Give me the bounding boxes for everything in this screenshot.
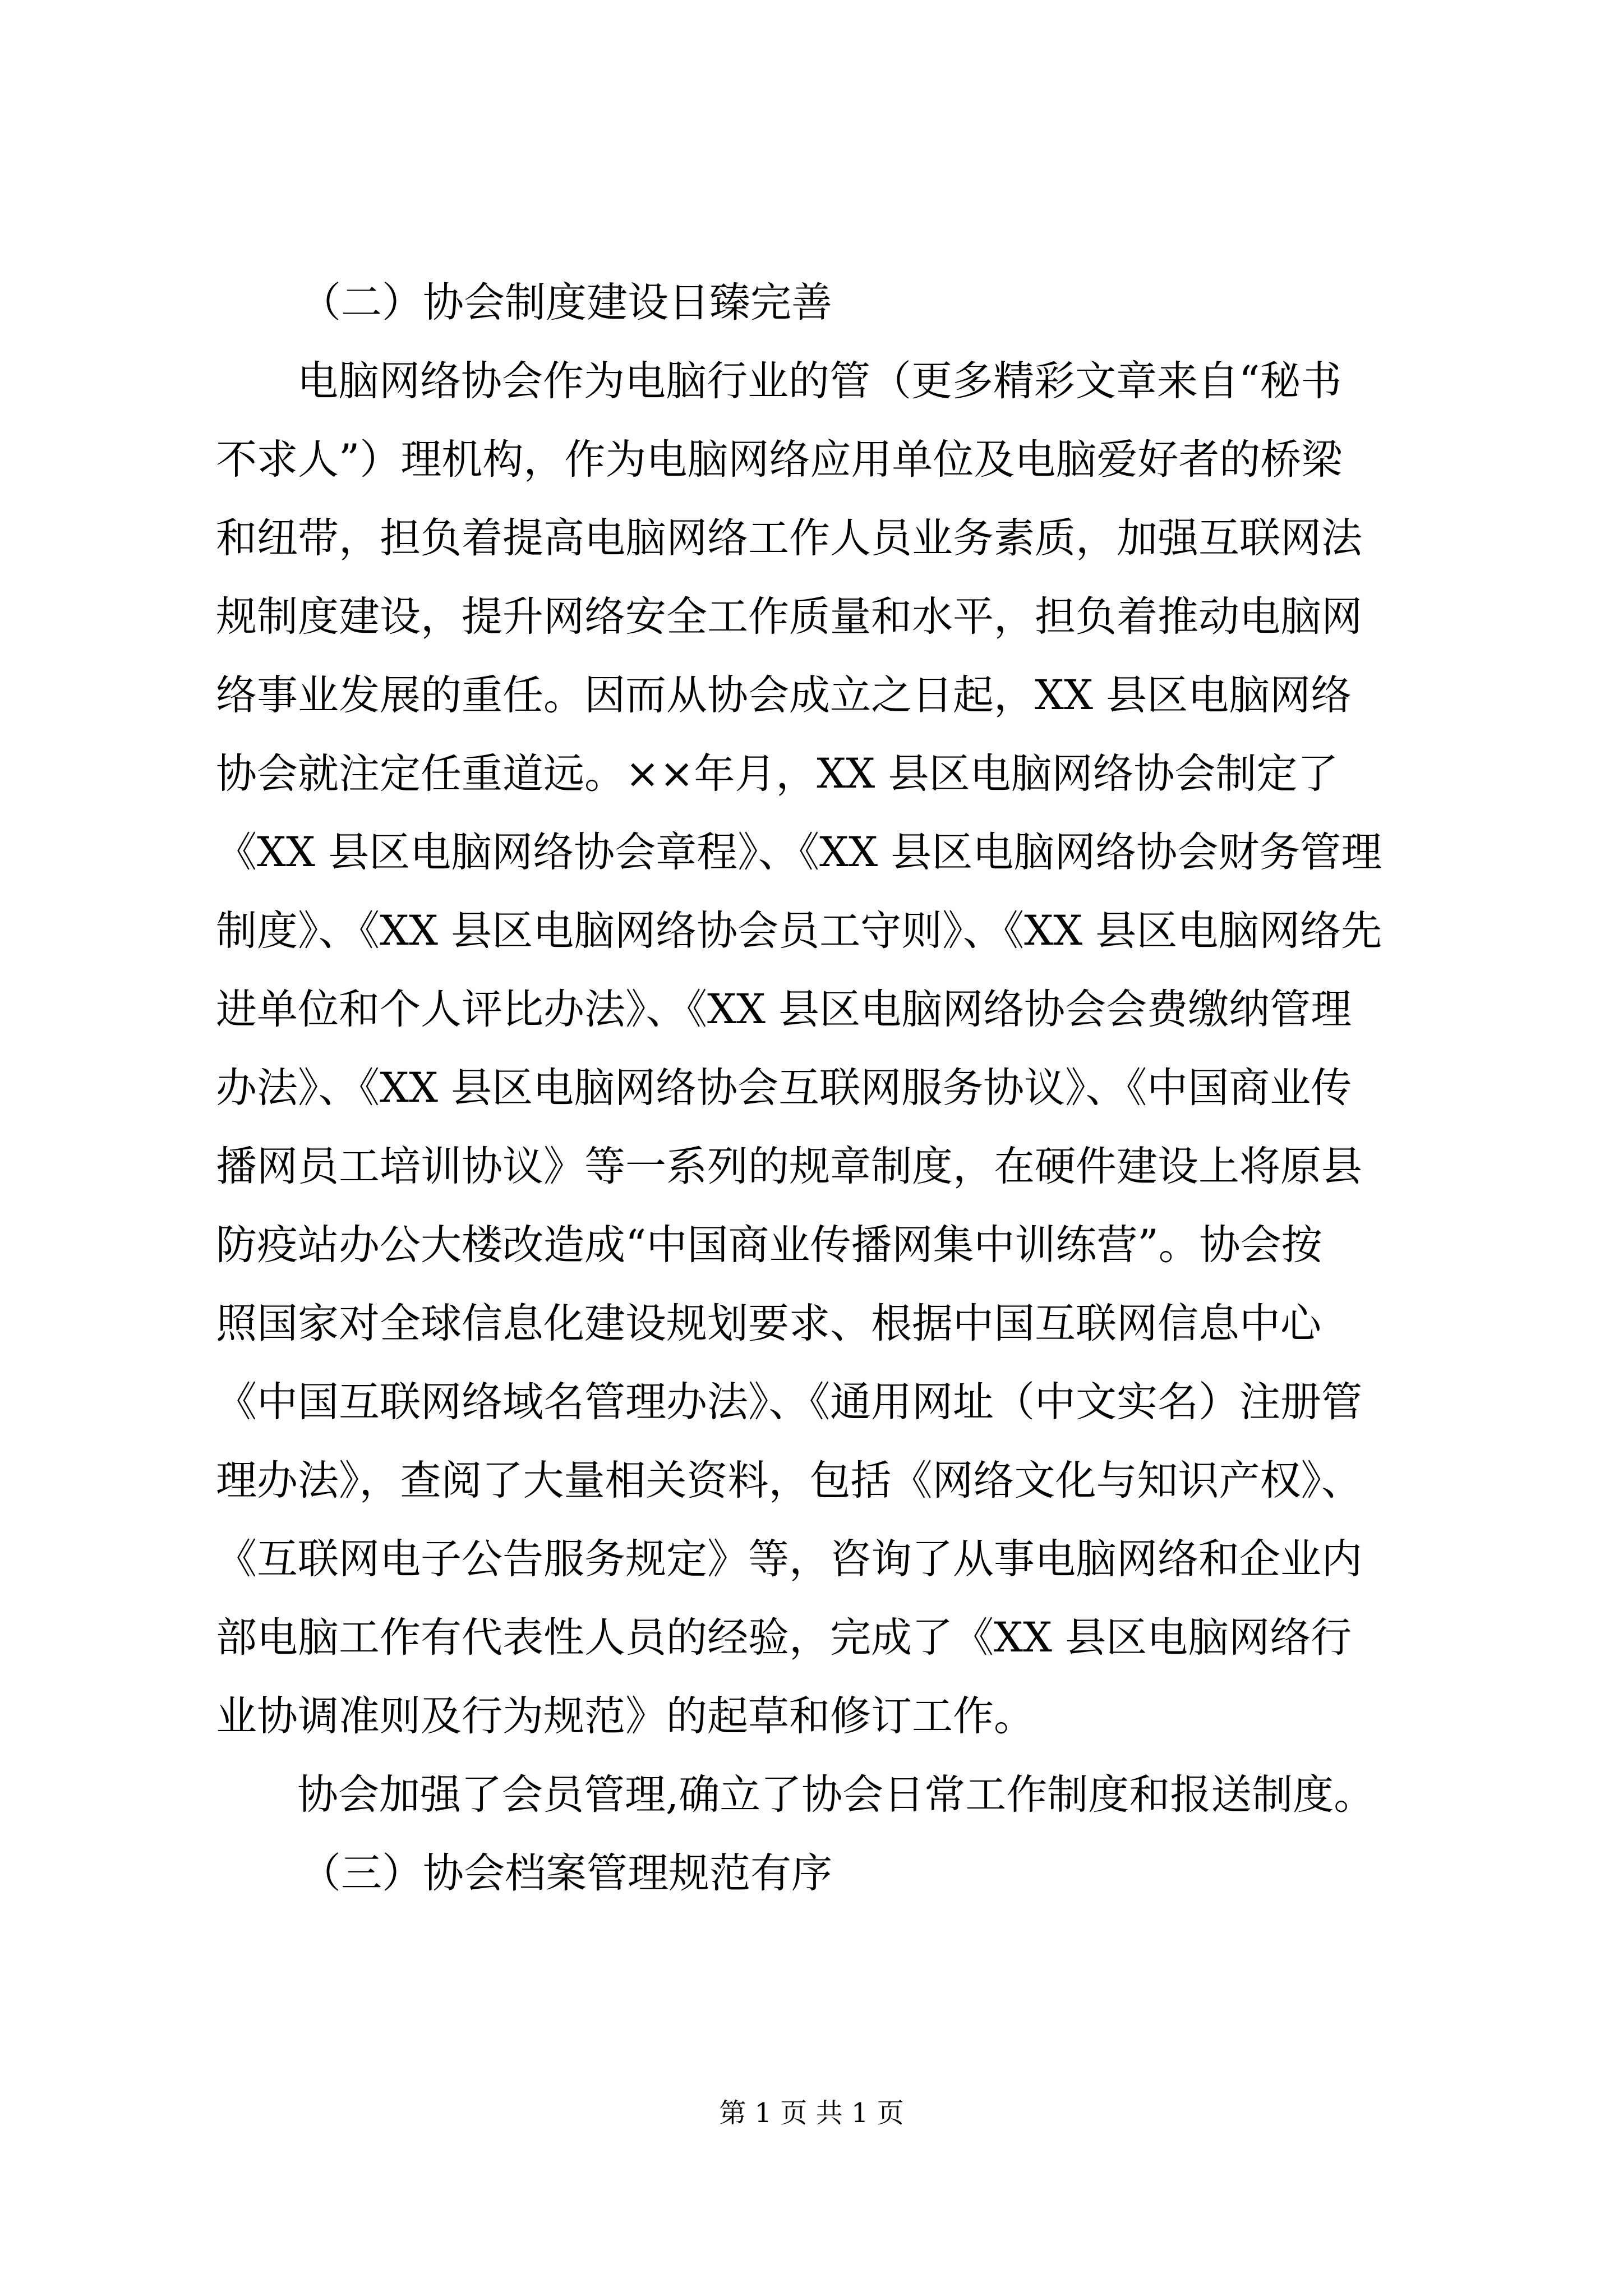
paragraph-line: 防疫站办公大楼改造成“中国商业传播网集中训练营”。协会按 (216, 1221, 1322, 1269)
paragraph-line: 播网员工培训协议》等一系列的规章制度，在硬件建设上将原县 (216, 1143, 1362, 1190)
paragraph-line: 部电脑工作有代表性人员的经验，完成了《XX 县区电脑网络行 (216, 1614, 1352, 1662)
section-heading-3: （三）协会档案管理规范有序 (300, 1849, 832, 1897)
paragraph-line: 制度》、《XX 县区电脑网络协会员工守则》、《XX 县区电脑网络先 (216, 907, 1382, 955)
paragraph-line: 进单位和个人评比办法》、《XX 县区电脑网络协会会费缴纳管理 (216, 986, 1352, 1033)
paragraph-line: 规制度建设，提升网络安全工作质量和水平，担负着推动电脑网 (216, 593, 1362, 641)
paragraph-line: 照国家对全球信息化建设规划要求、根据中国互联网信息中心 (216, 1300, 1321, 1347)
page-footer: 第 1 页 共 1 页 (719, 2097, 904, 2129)
paragraph-line: 不求人”）理机构，作为电脑网络应用单位及电脑爱好者的桥梁 (216, 436, 1343, 484)
paragraph-line: 和纽带，担负着提高电脑网络工作人员业务素质，加强互联网法 (216, 514, 1362, 562)
paragraph-line: 理办法》，查阅了大量相关资料，包括《网络文化与知识产权》、 (216, 1457, 1362, 1504)
paragraph-line: 电脑网络协会作为电脑行业的管（更多精彩文章来自“秘书 (297, 357, 1342, 405)
paragraph-line: 业协调准则及行为规范》的起草和修订工作。 (216, 1692, 1035, 1740)
paragraph-line: 《XX 县区电脑网络协会章程》、《XX 县区电脑网络协会财务管理 (216, 829, 1382, 876)
paragraph-line: 协会加强了会员管理,确立了协会日常工作制度和报送制度。 (297, 1771, 1375, 1819)
paragraph-line: 办法》、《XX 县区电脑网络协会互联网服务协议》、《中国商业传 (216, 1064, 1352, 1112)
paragraph-line: 《互联网电子公告服务规定》等，咨询了从事电脑网络和企业内 (216, 1535, 1362, 1583)
paragraph-line: 《中国互联网络域名管理办法》、《通用网址（中文实名）注册管 (216, 1378, 1362, 1426)
paragraph-line: 协会就注定任重道远。××年月，XX 县区电脑网络协会制定了 (216, 750, 1339, 798)
section-heading-2: （二）协会制度建设日臻完善 (300, 279, 832, 326)
document-body (216, 264, 1413, 1913)
paragraph-line: 络事业发展的重任。因而从协会成立之日起，XX 县区电脑网络 (216, 671, 1352, 719)
